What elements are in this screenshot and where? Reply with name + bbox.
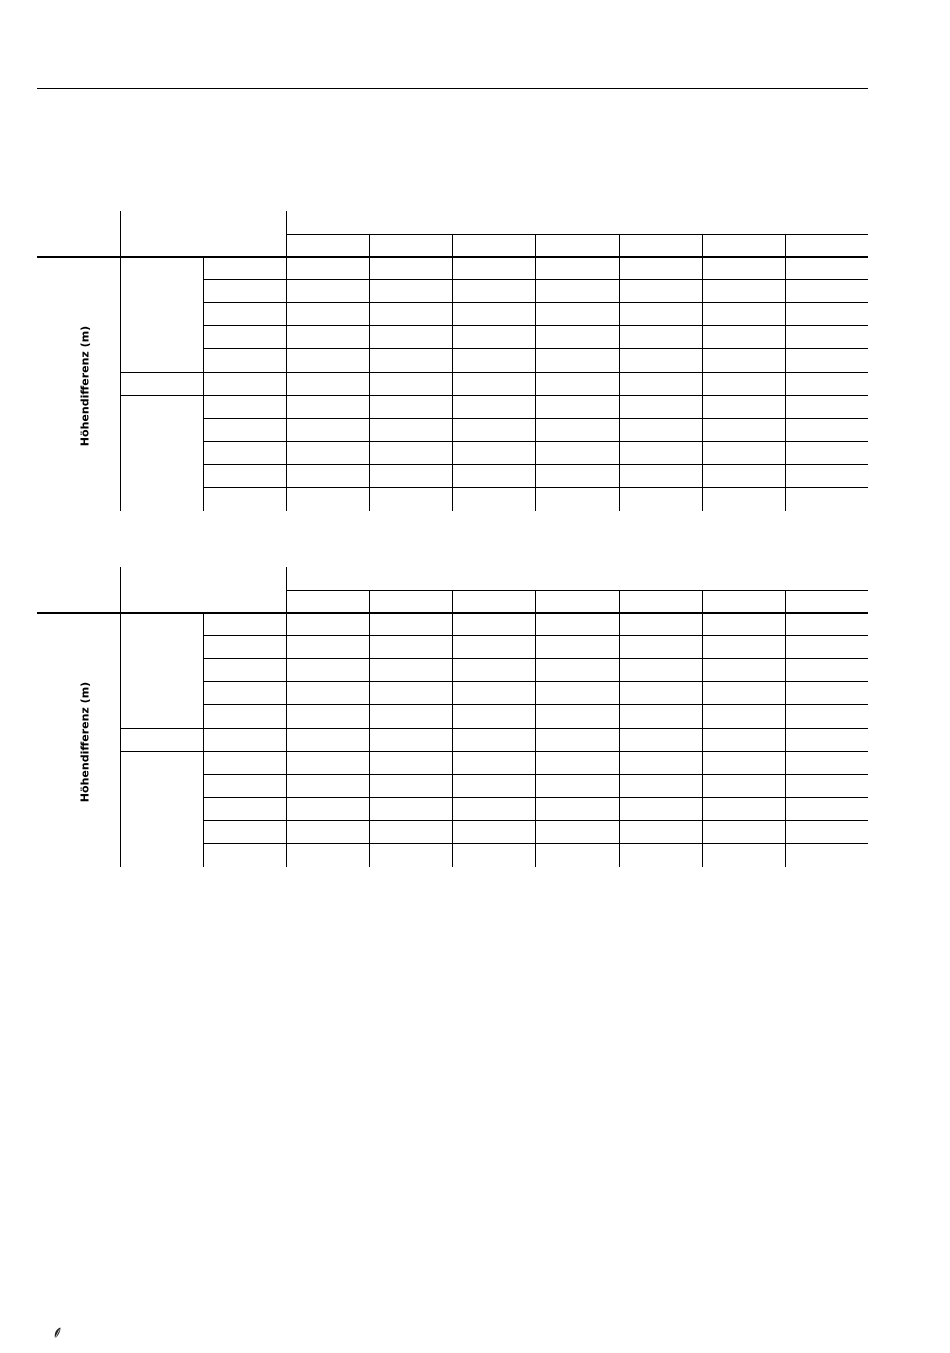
column-divider (286, 211, 287, 511)
row-divider (203, 820, 868, 821)
row-divider (203, 279, 868, 280)
header-divider (286, 590, 868, 591)
row-divider (120, 372, 868, 373)
row-divider (203, 658, 868, 659)
row-divider (120, 728, 868, 729)
axis-label: Höhendifferenz (m) (78, 325, 92, 446)
row-divider (203, 704, 868, 705)
column-divider (286, 567, 287, 867)
header-rule (37, 88, 868, 89)
level-difference-table-1 (37, 211, 868, 511)
row-divider (203, 797, 868, 798)
level-difference-table-2 (37, 567, 868, 867)
row-divider (120, 395, 868, 396)
row-divider (203, 635, 868, 636)
row-divider (203, 325, 868, 326)
row-divider (203, 418, 868, 419)
header-divider (286, 234, 868, 235)
row-divider (203, 843, 868, 844)
row-divider (203, 487, 868, 488)
row-divider (203, 302, 868, 303)
row-divider (203, 464, 868, 465)
row-divider (203, 441, 868, 442)
row-divider (203, 348, 868, 349)
row-divider (203, 774, 868, 775)
row-divider (203, 681, 868, 682)
column-divider (203, 256, 204, 511)
row-divider (120, 751, 868, 752)
leaf-logo-icon (54, 1327, 61, 1339)
column-divider (120, 211, 121, 511)
column-divider (120, 567, 121, 867)
column-divider (203, 612, 204, 867)
axis-label: Höhendifferenz (m) (78, 681, 92, 802)
